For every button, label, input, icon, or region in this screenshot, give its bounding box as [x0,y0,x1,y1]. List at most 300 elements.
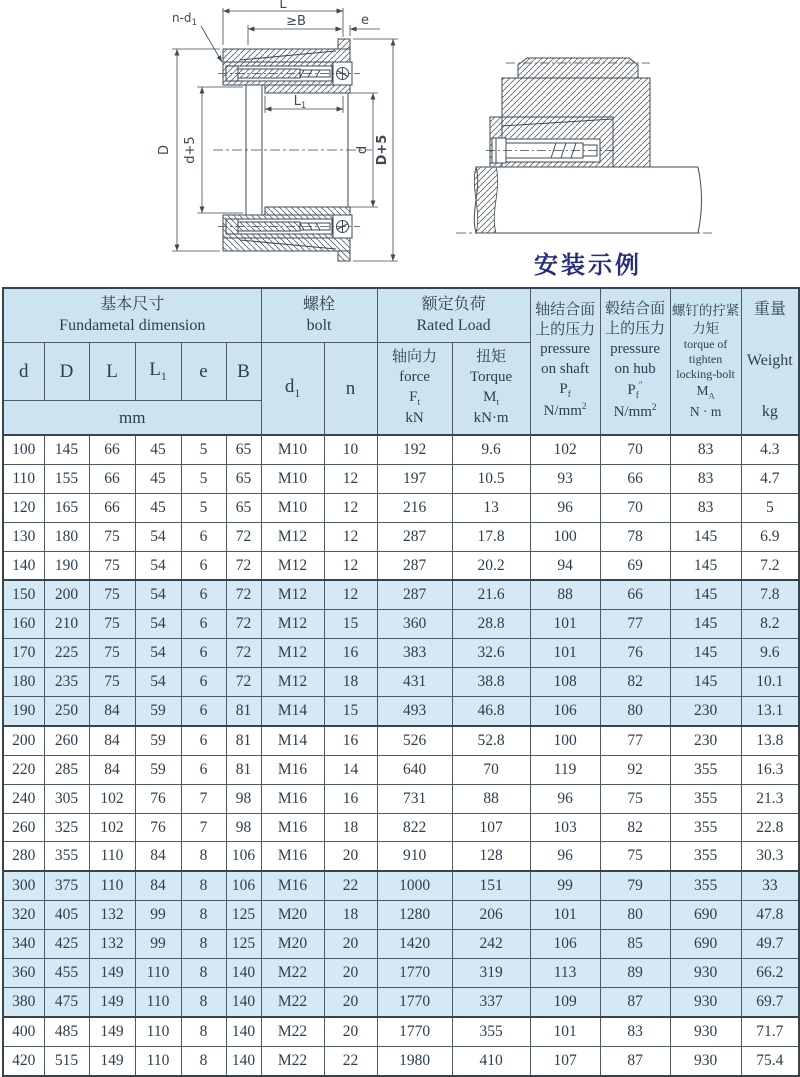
table-cell: 15 [324,697,377,726]
table-cell: 72 [226,522,261,551]
table-cell: 12 [324,580,377,609]
table-cell: 6 [181,639,226,668]
table-cell: 140 [226,987,261,1016]
dim-label-B: ≥B [286,14,306,29]
table-cell: 54 [135,522,181,551]
col-force [377,343,452,436]
table-cell: M16 [261,813,324,842]
dim-B [248,14,350,45]
table-cell: 81 [226,697,261,726]
table-cell: 360 [377,610,452,639]
table-cell: 65 [226,435,261,464]
table-cell: 455 [44,959,89,988]
table-cell: 325 [44,813,89,842]
table-cell: 38.8 [452,668,530,697]
table-cell: M14 [261,697,324,726]
dim-label-L: L [279,0,287,12]
table-cell: 54 [135,668,181,697]
table-cell: 145 [670,668,741,697]
table-cell: 12 [324,551,377,580]
table-cell: 240 [3,784,44,813]
table-row [3,813,799,842]
table-cell: 140 [3,551,44,580]
table-cell: 18 [324,668,377,697]
table-cell: 101 [530,901,600,930]
table-cell: 10.5 [452,464,530,493]
table-cell: 12 [324,493,377,522]
table-header [3,288,799,435]
table-cell: 242 [452,930,530,959]
table-row [3,930,799,959]
table-cell: 12 [324,464,377,493]
pressure-shaft-en1: pressure [540,341,591,358]
table-cell: 192 [377,435,452,464]
table-cell: 140 [226,1017,261,1046]
table-row [3,959,799,988]
table-cell: 30.3 [741,842,799,871]
table-cell: 690 [670,930,741,959]
table-cell: 340 [3,930,44,959]
col-D: D [44,343,89,401]
table-cell: 149 [89,987,135,1016]
pressure-shaft-en2: on shaft [541,361,590,378]
table-cell: 110 [135,1017,181,1046]
table-cell: 81 [226,755,261,784]
table-cell: M12 [261,610,324,639]
table-cell: 17.8 [452,522,530,551]
locking-torque-zh2: 力矩 [692,320,720,336]
table-cell: 1770 [377,987,452,1016]
table-cell: 66 [89,464,135,493]
table-cell: 76 [135,784,181,813]
table-cell: 5 [741,493,799,522]
table-cell: 216 [377,493,452,522]
table-cell: 5 [181,493,226,522]
table-cell: 305 [44,784,89,813]
header-bolt-en: bolt [306,316,332,334]
col-n: n [324,343,377,436]
table-cell: 13.1 [741,697,799,726]
header-bolt [261,288,377,343]
table-cell: 88 [530,580,600,609]
table-row [3,580,799,609]
table-cell: 54 [135,580,181,609]
table-cell: 102 [89,813,135,842]
table-cell: 45 [135,464,181,493]
table-cell: 485 [44,1017,89,1046]
table-cell: 515 [44,1046,89,1075]
pressure-shaft-symbol: $P_f$ [559,381,571,401]
table-cell: 640 [377,755,452,784]
table-cell: 106 [530,697,600,726]
table-row [3,842,799,871]
dim-d [350,93,378,207]
table-cell: 287 [377,551,452,580]
table-cell: M22 [261,959,324,988]
col-torque [452,343,530,436]
table-cell: 18 [324,901,377,930]
pressure-hub-zh1: 毂结合面 [605,301,666,318]
header-rated-en: Rated Load [416,316,491,334]
table-cell: 319 [452,959,530,988]
table-cell: 280 [3,842,44,871]
table-cell: 77 [600,726,670,755]
table-cell: 13.8 [741,726,799,755]
table-cell: 80 [600,901,670,930]
table-cell: 119 [530,755,600,784]
table-cell: 75 [89,580,135,609]
table-cell: 54 [135,551,181,580]
spec-table [2,287,800,1077]
pressure-shaft-zh2: 上的压力 [535,321,596,338]
locking-torque-en2: tighten [688,352,723,367]
table-cell: 10 [324,435,377,464]
table-row [3,522,799,551]
table-cell: 8 [181,901,226,930]
table-cell: 8 [181,1046,226,1075]
table-cell: 110 [135,1046,181,1075]
table-cell: 21.6 [452,580,530,609]
table-cell: 822 [377,813,452,842]
table-cell: 8 [181,959,226,988]
table-cell: 380 [3,987,44,1016]
table-cell: 71.7 [741,1017,799,1046]
locking-torque-symbol: $M_A$ [696,383,715,402]
table-cell: 75 [600,842,670,871]
table-cell: 5 [181,435,226,464]
table-cell: 20.2 [452,551,530,580]
table-cell: 80 [600,697,670,726]
table-cell: 87 [600,1046,670,1075]
table-row [3,987,799,1016]
table-cell: 526 [377,726,452,755]
table-cell: 6 [181,755,226,784]
table-cell: 94 [530,551,600,580]
table-cell: 250 [44,697,89,726]
table-cell: 7 [181,784,226,813]
table-cell: 420 [3,1046,44,1075]
table-cell: M16 [261,871,324,900]
dim-L1 [265,94,343,113]
table-cell: 1000 [377,871,452,900]
table-cell: 287 [377,522,452,551]
force-symbol: $F_t$ [409,388,421,408]
table-cell: 72 [226,580,261,609]
table-cell: 103 [530,813,600,842]
table-cell: 100 [530,726,600,755]
table-cell: 132 [89,930,135,959]
section-drawing [157,0,398,261]
table-cell: 16 [324,639,377,668]
table-cell: 151 [452,871,530,900]
table-cell: 383 [377,639,452,668]
table-cell: 65 [226,493,261,522]
table-row [3,755,799,784]
table-cell: 230 [670,726,741,755]
pressure-hub-unit: $N/mm^2$ [613,402,657,420]
table-cell: 101 [530,1017,600,1046]
pressure-hub-zh2: 上的压力 [605,321,666,338]
table-cell: 88 [452,784,530,813]
hub-boss [518,58,638,78]
table-cell: 110 [89,842,135,871]
table-cell: 375 [44,871,89,900]
table-cell: 45 [135,435,181,464]
table-cell: 100 [530,522,600,551]
table-cell: 75 [89,610,135,639]
table-cell: 355 [670,784,741,813]
table-row [3,551,799,580]
dim-label-D5: D+5 [375,134,390,166]
table-cell: 84 [89,755,135,784]
weight-en: Weight [746,352,793,370]
table-cell: 108 [530,668,600,697]
table-cell: 210 [44,610,89,639]
table-cell: M12 [261,580,324,609]
header-basic-zh: 基本尺寸 [100,295,165,313]
pressure-shaft-unit: $N/mm^2$ [543,402,587,420]
col-d1: $d_1$ [261,343,324,436]
table-cell: 52.8 [452,726,530,755]
table-cell: 93 [530,464,600,493]
table-cell: 101 [530,610,600,639]
header-basic-en: Fundametal dimension [59,316,206,334]
locking-torque-en1: torque of [683,337,728,352]
table-cell: 731 [377,784,452,813]
table-row [3,697,799,726]
table-row [3,464,799,493]
table-cell: 66.2 [741,959,799,988]
table-cell: 206 [452,901,530,930]
table-cell: 75 [600,784,670,813]
table-cell: M16 [261,784,324,813]
table-cell: 225 [44,639,89,668]
table-cell: 79 [600,871,670,900]
table-cell: 220 [3,755,44,784]
table-cell: 84 [89,726,135,755]
table-cell: 13 [452,493,530,522]
table-cell: 66 [89,493,135,522]
table-cell: 72 [226,668,261,697]
dim-e [350,13,380,29]
col-L: L [89,343,135,401]
table-cell: 59 [135,755,181,784]
table-cell: M12 [261,522,324,551]
dim-label-L1: $L_1$ [293,94,307,111]
col-e: e [181,343,226,401]
table-cell: 1420 [377,930,452,959]
table-cell: 190 [44,551,89,580]
table-cell: 72 [226,610,261,639]
table-body [3,435,799,1076]
table-cell: 54 [135,639,181,668]
table-cell: 113 [530,959,600,988]
table-cell: M16 [261,842,324,871]
dim-label-d: d [355,145,370,155]
table-cell: 16 [324,726,377,755]
table-cell: 355 [670,871,741,900]
table-cell: 92 [600,755,670,784]
table-cell: 110 [3,464,44,493]
header-pressure-hub [600,288,670,435]
table-cell: 75 [89,639,135,668]
table-cell: 20 [324,842,377,871]
table-cell: 9.6 [452,435,530,464]
table-cell: 98 [226,813,261,842]
table-cell: 70 [600,435,670,464]
table-row [3,871,799,900]
table-cell: 6 [181,697,226,726]
table-cell: 260 [44,726,89,755]
table-cell: 300 [3,871,44,900]
table-cell: 66 [600,580,670,609]
table-cell: 1770 [377,959,452,988]
table-cell: 145 [670,580,741,609]
locking-torque-en3: locking-bolt [676,367,735,382]
table-cell: 96 [530,493,600,522]
table-cell: 70 [452,755,530,784]
table-cell: 77 [600,610,670,639]
header-weight [741,288,799,435]
table-cell: 76 [135,813,181,842]
table-cell: 20 [324,930,377,959]
installation-drawing [456,58,712,279]
table-cell: 6 [181,522,226,551]
table-cell: 99 [135,901,181,930]
table-cell: 22 [324,871,377,900]
table-row [3,1017,799,1046]
table-cell: 83 [670,435,741,464]
table-cell: 4.7 [741,464,799,493]
table-cell: 6 [181,726,226,755]
table-cell: 69.7 [741,987,799,1016]
table-cell: 355 [44,842,89,871]
dim-label-e: e [361,13,369,28]
table-row [3,610,799,639]
table-cell: 8 [181,987,226,1016]
table-cell: 930 [670,1046,741,1075]
table-cell: 99 [135,930,181,959]
locking-torque-zh1: 螺钉的拧紧 [671,303,740,319]
table-cell: 100 [3,435,44,464]
table-cell: 7 [181,813,226,842]
table-cell: 84 [135,842,181,871]
table-cell: M22 [261,1017,324,1046]
table-cell: 355 [670,813,741,842]
table-cell: 66 [600,464,670,493]
table-cell: 355 [452,1017,530,1046]
table-cell: M22 [261,987,324,1016]
table-cell: 102 [530,435,600,464]
table-row [3,493,799,522]
force-zh: 轴向力 [392,349,438,366]
table-cell: 140 [226,959,261,988]
table-cell: 7.8 [741,580,799,609]
table-cell: 320 [3,901,44,930]
table-cell: 96 [530,784,600,813]
table-cell: 4.3 [741,435,799,464]
table-cell: 230 [670,697,741,726]
table-cell: 8 [181,930,226,959]
table-cell: 160 [3,610,44,639]
table-cell: 149 [89,959,135,988]
table-cell: 120 [3,493,44,522]
table-cell: 59 [135,726,181,755]
table-cell: 15 [324,610,377,639]
table-cell: 10.1 [741,668,799,697]
table-cell: 910 [377,842,452,871]
header-rated-zh: 额定负荷 [421,295,486,313]
force-en: force [399,368,430,385]
table-row [3,435,799,464]
table-cell: 82 [600,668,670,697]
table-cell: M20 [261,930,324,959]
table-cell: 49.7 [741,930,799,959]
table-cell: 149 [89,1017,135,1046]
table-cell: 72 [226,639,261,668]
table-cell: 145 [670,610,741,639]
table-cell: 145 [44,435,89,464]
table-cell: 54 [135,610,181,639]
table-cell: 8.2 [741,610,799,639]
table-cell: M14 [261,726,324,755]
col-L1: $L_1$ [135,343,181,401]
table-cell: 145 [670,522,741,551]
header-basic-dimension [3,288,261,343]
table-cell: 106 [226,842,261,871]
table-cell: 96 [530,842,600,871]
table-cell: 46.8 [452,697,530,726]
table-cell: M20 [261,901,324,930]
table-cell: 260 [3,813,44,842]
table-cell: 170 [3,639,44,668]
header-bolt-zh: 螺栓 [303,295,336,313]
col-B: B [226,343,261,401]
table-cell: 337 [452,987,530,1016]
table-cell: 8 [181,842,226,871]
table-row [3,726,799,755]
table-cell: 6.9 [741,522,799,551]
table-cell: 75.4 [741,1046,799,1075]
table-cell: 1280 [377,901,452,930]
table-cell: 6 [181,580,226,609]
table-cell: 75 [89,522,135,551]
table-cell: 149 [89,1046,135,1075]
table-cell: 33 [741,871,799,900]
table-cell: 70 [600,493,670,522]
table-cell: 20 [324,1017,377,1046]
table-cell: 180 [3,668,44,697]
table-cell: 59 [135,697,181,726]
table-cell: M12 [261,639,324,668]
table-cell: 197 [377,464,452,493]
table-row [3,1046,799,1075]
weight-zh: 重量 [753,301,786,318]
table-cell: 72 [226,551,261,580]
table-cell: 18 [324,813,377,842]
table-cell: 140 [226,1046,261,1075]
table-cell: 101 [530,639,600,668]
table-cell: 20 [324,987,377,1016]
table-cell: 7.2 [741,551,799,580]
table-cell: 81 [226,726,261,755]
table-cell: 65 [226,464,261,493]
table-cell: 84 [89,697,135,726]
table-cell: M10 [261,464,324,493]
table-cell: 106 [226,871,261,900]
table-cell: 28.8 [452,610,530,639]
table-cell: 89 [600,959,670,988]
